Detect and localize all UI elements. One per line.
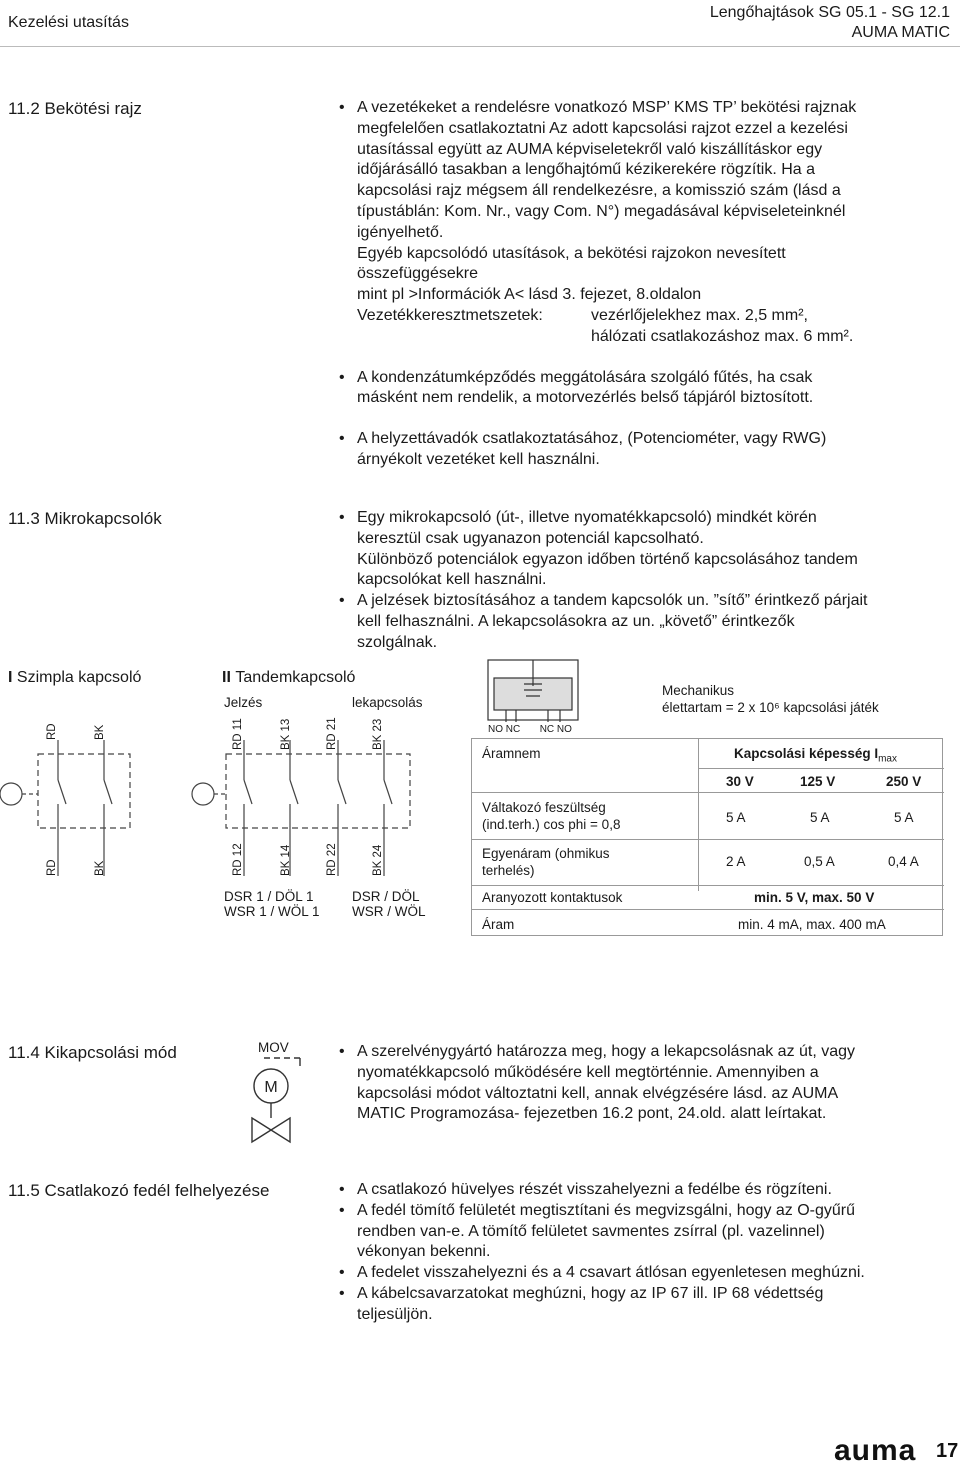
dsr-label: DSR / DÖL [352,889,420,904]
tandem-top-bk23: BK 23 [372,718,384,750]
contact-labels: NO NC NC NO [488,724,572,735]
wire-label: Vezetékkeresztmetszetek: [357,306,543,324]
jelzes-label: Jelzés [224,695,263,710]
ac-label: Váltakozó feszültség (ind.terh.) cos phi = 0,8 [482,800,621,832]
tandem-bottom-rd12: RD 12 [232,843,244,876]
header-divider [0,46,960,47]
tandem-top-rd21: RD 21 [326,717,338,750]
voltage-250: 250 V [886,774,922,789]
header-left: Kezelési utasítás [8,14,129,31]
tandem-bottom-bk24: BK 24 [372,844,384,876]
lekapcsolas-label: lekapcsolás [352,695,423,710]
list-item: • A jelzések biztosításához a tandem kapcsolók un. ”sítő” érintkező párjait kell felhasználni. A lekapcsolásokra az un. „követő” érintkezők szolgálnak. [333,591,958,653]
tandem-plunger [192,783,214,805]
tandem-switch-label: II Tandemkapcsoló [222,669,356,686]
list-item: • A csatlakozó hüvelyes részét visszahelyezni a fedélbe és rögzíteni. [333,1180,958,1201]
tandem-bottom-rd22: RD 22 [326,843,338,876]
table-capacity-header: Kapcsolási képesség $I_{max}$ [734,746,897,765]
gold-contacts-value: min. 5 V, max. 50 V [754,890,875,905]
motor-symbol: M [264,1079,278,1096]
list-item: • A kábelcsavarzatokat meghúzni, hogy az IP 67 ill. IP 68 védettség teljesüljön. [333,1284,958,1326]
ac-value-125: 5 A [810,810,830,825]
section-11-3-list [333,508,958,654]
tandem-bottom-bk14: BK 14 [280,844,292,876]
dc-label: Egyenáram (ohmikus terhelés) [482,846,610,878]
single-bottom-rd: RD [46,859,58,876]
dsr1-label: DSR 1 / DÖL 1 [224,889,314,904]
wire-power: hálózati csatlakozáshoz max. 6 mm². [591,327,854,345]
wire-control: vezérlőjelekhez max. 2,5 mm², [591,306,808,324]
section-11-5-list [333,1180,958,1326]
list-item: • A szerelvénygyártó határozza meg, hogy a lekapcsolásnak az út, vagy nyomatékkapcsoló működésére kell megtörténnie. Amennyiben a kapcsolási módot változtatni kell, annak elvégzésére lásd. az AUMA MATIC Programozása- fejezetben 16.2 pont, 24.old. alatt leírtakat. [333,1042,958,1125]
table-current-type-header: Áramnem [482,746,541,761]
page-number: 17 [936,1440,959,1462]
voltage-30: 30 V [726,774,754,789]
switch-schematic [0,740,430,880]
single-top-bk: BK [94,724,106,740]
single-bottom-bk: BK [94,860,106,876]
dc-value-250: 0,4 A [888,854,919,869]
mechanical-life: Mechanikus élettartam = 2 x 10⁶ kapcsolási játék [662,683,879,715]
list-item: • A kondenzátumképződés meggátolására szolgáló fűtés, ha csak másként nem rendelik, a motorvezérlés belső tápjáról biztosított. [333,368,958,410]
microswitch-icon [486,658,582,724]
list-item: • Egy mikrokapcsoló (út-, illetve nyomatékkapcsoló) mindkét körén keresztül csak ugyanazon potenciál kapcsolható. Különböző potenciálok egyazon időben történő kapcsolásához tandem kapcsolókat kell használni. [333,508,958,591]
wsr-label: WSR / WÖL [352,904,426,919]
auma-logo: auma [834,1434,917,1467]
wsr1-label: WSR 1 / WÖL 1 [224,904,320,919]
tandem-switch-frame [226,754,410,828]
header-product-line: AUMA MATIC [851,24,950,41]
gold-contacts-label: Aranyozott kontaktusok [482,890,623,905]
ac-value-30: 5 A [726,810,746,825]
single-switch-frame [38,754,130,828]
single-top-rd: RD [46,723,58,740]
header-product: Lengőhajtások SG 05.1 - SG 12.1 [709,4,950,21]
section-11-2-list [333,98,958,471]
tandem-top-bk13: BK 13 [280,718,292,750]
voltage-125: 125 V [800,774,836,789]
section-11-3-title: 11.3 Mikrokapcsolók [8,509,162,528]
switching-capacity-table [471,738,943,936]
single-switch-label: I Szimpla kapcsoló [8,669,142,686]
list-item: • A vezetékeket a rendelésre vonatkozó MSP’ KMS TP’ bekötési rajznak megfelelően csatlakoztatni Az adott kapcsolási rajzot ezzel a kezelési utasítással együtt az AUMA képviseletekről való kiszállításkor egy időjárásálló tasakban a lengőhajtómű kézikerekére rögzítik. Ha a kapcsolási rajz mégsem áll rendelkezésre, a komisszió szám (lásd a típustáblán: Kom. Nr., vagy Com. N°) megadásával képviseleteinknél igényelhető. Egyéb kapcsolódó utasítások, a bekötési rajzokon nevesített összefüggésekre mint pl >Információk A< lásd 3. fejezet, 8.oldalon Vezetékkeresztmetszetek: vezérlőjelekhez max. 2,5 mm², hálózati csatlakozáshoz max. 6 mm². [333,98,958,348]
list-item: • A fedelet visszahelyezni és a 4 csavart átlósan egyenletesen meghúzni. [333,1263,958,1284]
ac-value-250: 5 A [894,810,914,825]
section-11-5-title: 11.5 Csatlakozó fedél felhelyezése [8,1181,270,1200]
section-11-4-title: 11.4 Kikapcsolási mód [8,1043,177,1062]
dc-value-125: 0,5 A [804,854,835,869]
dc-value-30: 2 A [726,854,746,869]
section-11-4-list [333,1042,958,1125]
mov-label: MOV [258,1040,289,1055]
list-item: • A fedél tömítő felületét megtisztítani és megvizsgálni, hogy az O-gyűrű rendben van-e. A tömítő felületet savmentes zsírral (pl. vazelinnel) vékonyan bekenni. [333,1201,958,1263]
current-value: min. 4 mA, max. 400 mA [738,917,886,932]
wire-row [357,306,958,327]
tandem-top-rd11: RD 11 [232,718,244,750]
section-11-2-title: 11.2 Bekötési rajz [8,99,142,118]
list-item: • A helyzettávadók csatlakoztatásához, (Potenciométer, vagy RWG) árnyékolt vezetéket kell használni. [333,429,958,471]
motor-valve-icon [240,1052,310,1152]
current-label: Áram [482,917,515,932]
header-right [710,3,950,43]
single-plunger [0,783,22,805]
